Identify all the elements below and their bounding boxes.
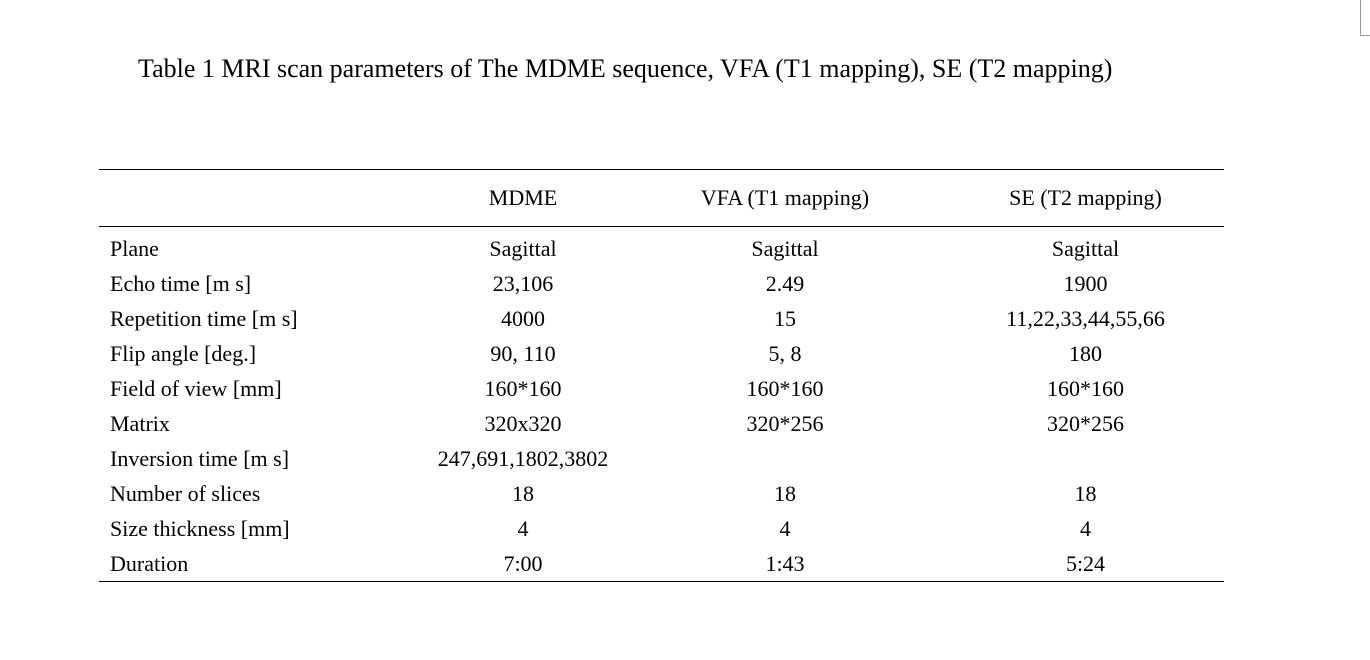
header-mdme: MDME — [423, 170, 623, 227]
table-header-row — [99, 170, 1224, 227]
row-label: Matrix — [110, 411, 170, 436]
cell-vfa: 1:43 — [623, 546, 947, 582]
table-row — [99, 546, 1224, 582]
row-label: Duration — [99, 546, 423, 582]
cell-se: 18 — [1074, 481, 1097, 506]
cell-vfa — [623, 441, 947, 476]
header-blank — [99, 170, 423, 227]
cell-mdme: 247,691,1802,3802 — [437, 446, 609, 471]
table-row — [99, 301, 1224, 336]
table-row — [99, 336, 1224, 371]
cell-se — [947, 441, 1224, 476]
cell-vfa: 18 — [774, 481, 796, 506]
row-label: Repetition time [m s] — [110, 306, 298, 331]
cell-vfa: 15 — [774, 306, 796, 331]
mri-parameters-table — [99, 169, 1224, 582]
cell-vfa: Sagittal — [751, 236, 819, 261]
cell-vfa: 4 — [779, 516, 791, 541]
table-row — [99, 476, 1224, 511]
cell-mdme: Sagittal — [489, 236, 557, 261]
row-label: Inversion time [m s] — [110, 446, 290, 471]
cell-mdme: 320x320 — [484, 411, 562, 436]
cell-mdme: 7:00 — [423, 546, 623, 582]
cell-mdme: 23,106 — [492, 271, 554, 296]
cell-mdme: 4000 — [501, 306, 545, 331]
table-row — [99, 441, 1224, 476]
row-label: Flip angle [deg.] — [110, 341, 257, 366]
cell-mdme: 90, 110 — [490, 341, 556, 366]
cell-vfa: 320*256 — [746, 411, 824, 436]
table-row — [99, 266, 1224, 301]
row-label: Field of view [mm] — [110, 376, 282, 401]
cell-se: Sagittal — [1051, 236, 1120, 261]
cell-vfa: 5, 8 — [768, 341, 802, 366]
table-row — [99, 227, 1224, 267]
cell-se: 180 — [1069, 341, 1102, 366]
cell-vfa: 2.49 — [765, 271, 805, 296]
row-label: Number of slices — [110, 481, 261, 506]
row-label: Plane — [110, 236, 159, 261]
cell-mdme: 18 — [512, 481, 534, 506]
cell-se: 320*256 — [1047, 411, 1124, 436]
table-row — [99, 371, 1224, 406]
cell-se: 4 — [1080, 516, 1091, 541]
table-row — [99, 511, 1224, 546]
cell-se: 5:24 — [947, 546, 1224, 582]
header-se: SE (T2 mapping) — [947, 170, 1224, 227]
table-caption: Table 1 MRI scan parameters of The MDME sequence, VFA (T1 mapping), SE (T2 mapping) — [138, 54, 1113, 83]
cell-se: 160*160 — [1047, 376, 1124, 401]
row-label: Echo time [m s] — [110, 271, 252, 296]
cell-vfa: 160*160 — [746, 376, 824, 401]
table-row — [99, 406, 1224, 441]
cell-se: 1900 — [1063, 271, 1108, 296]
row-label: Size thickness [mm] — [110, 516, 290, 541]
header-vfa: VFA (T1 mapping) — [623, 170, 947, 227]
cell-mdme: 4 — [517, 516, 529, 541]
page-corner-mark — [1360, 0, 1370, 36]
cell-mdme: 160*160 — [484, 376, 562, 401]
cell-se: 11,22,33,44,55,66 — [1006, 306, 1165, 331]
